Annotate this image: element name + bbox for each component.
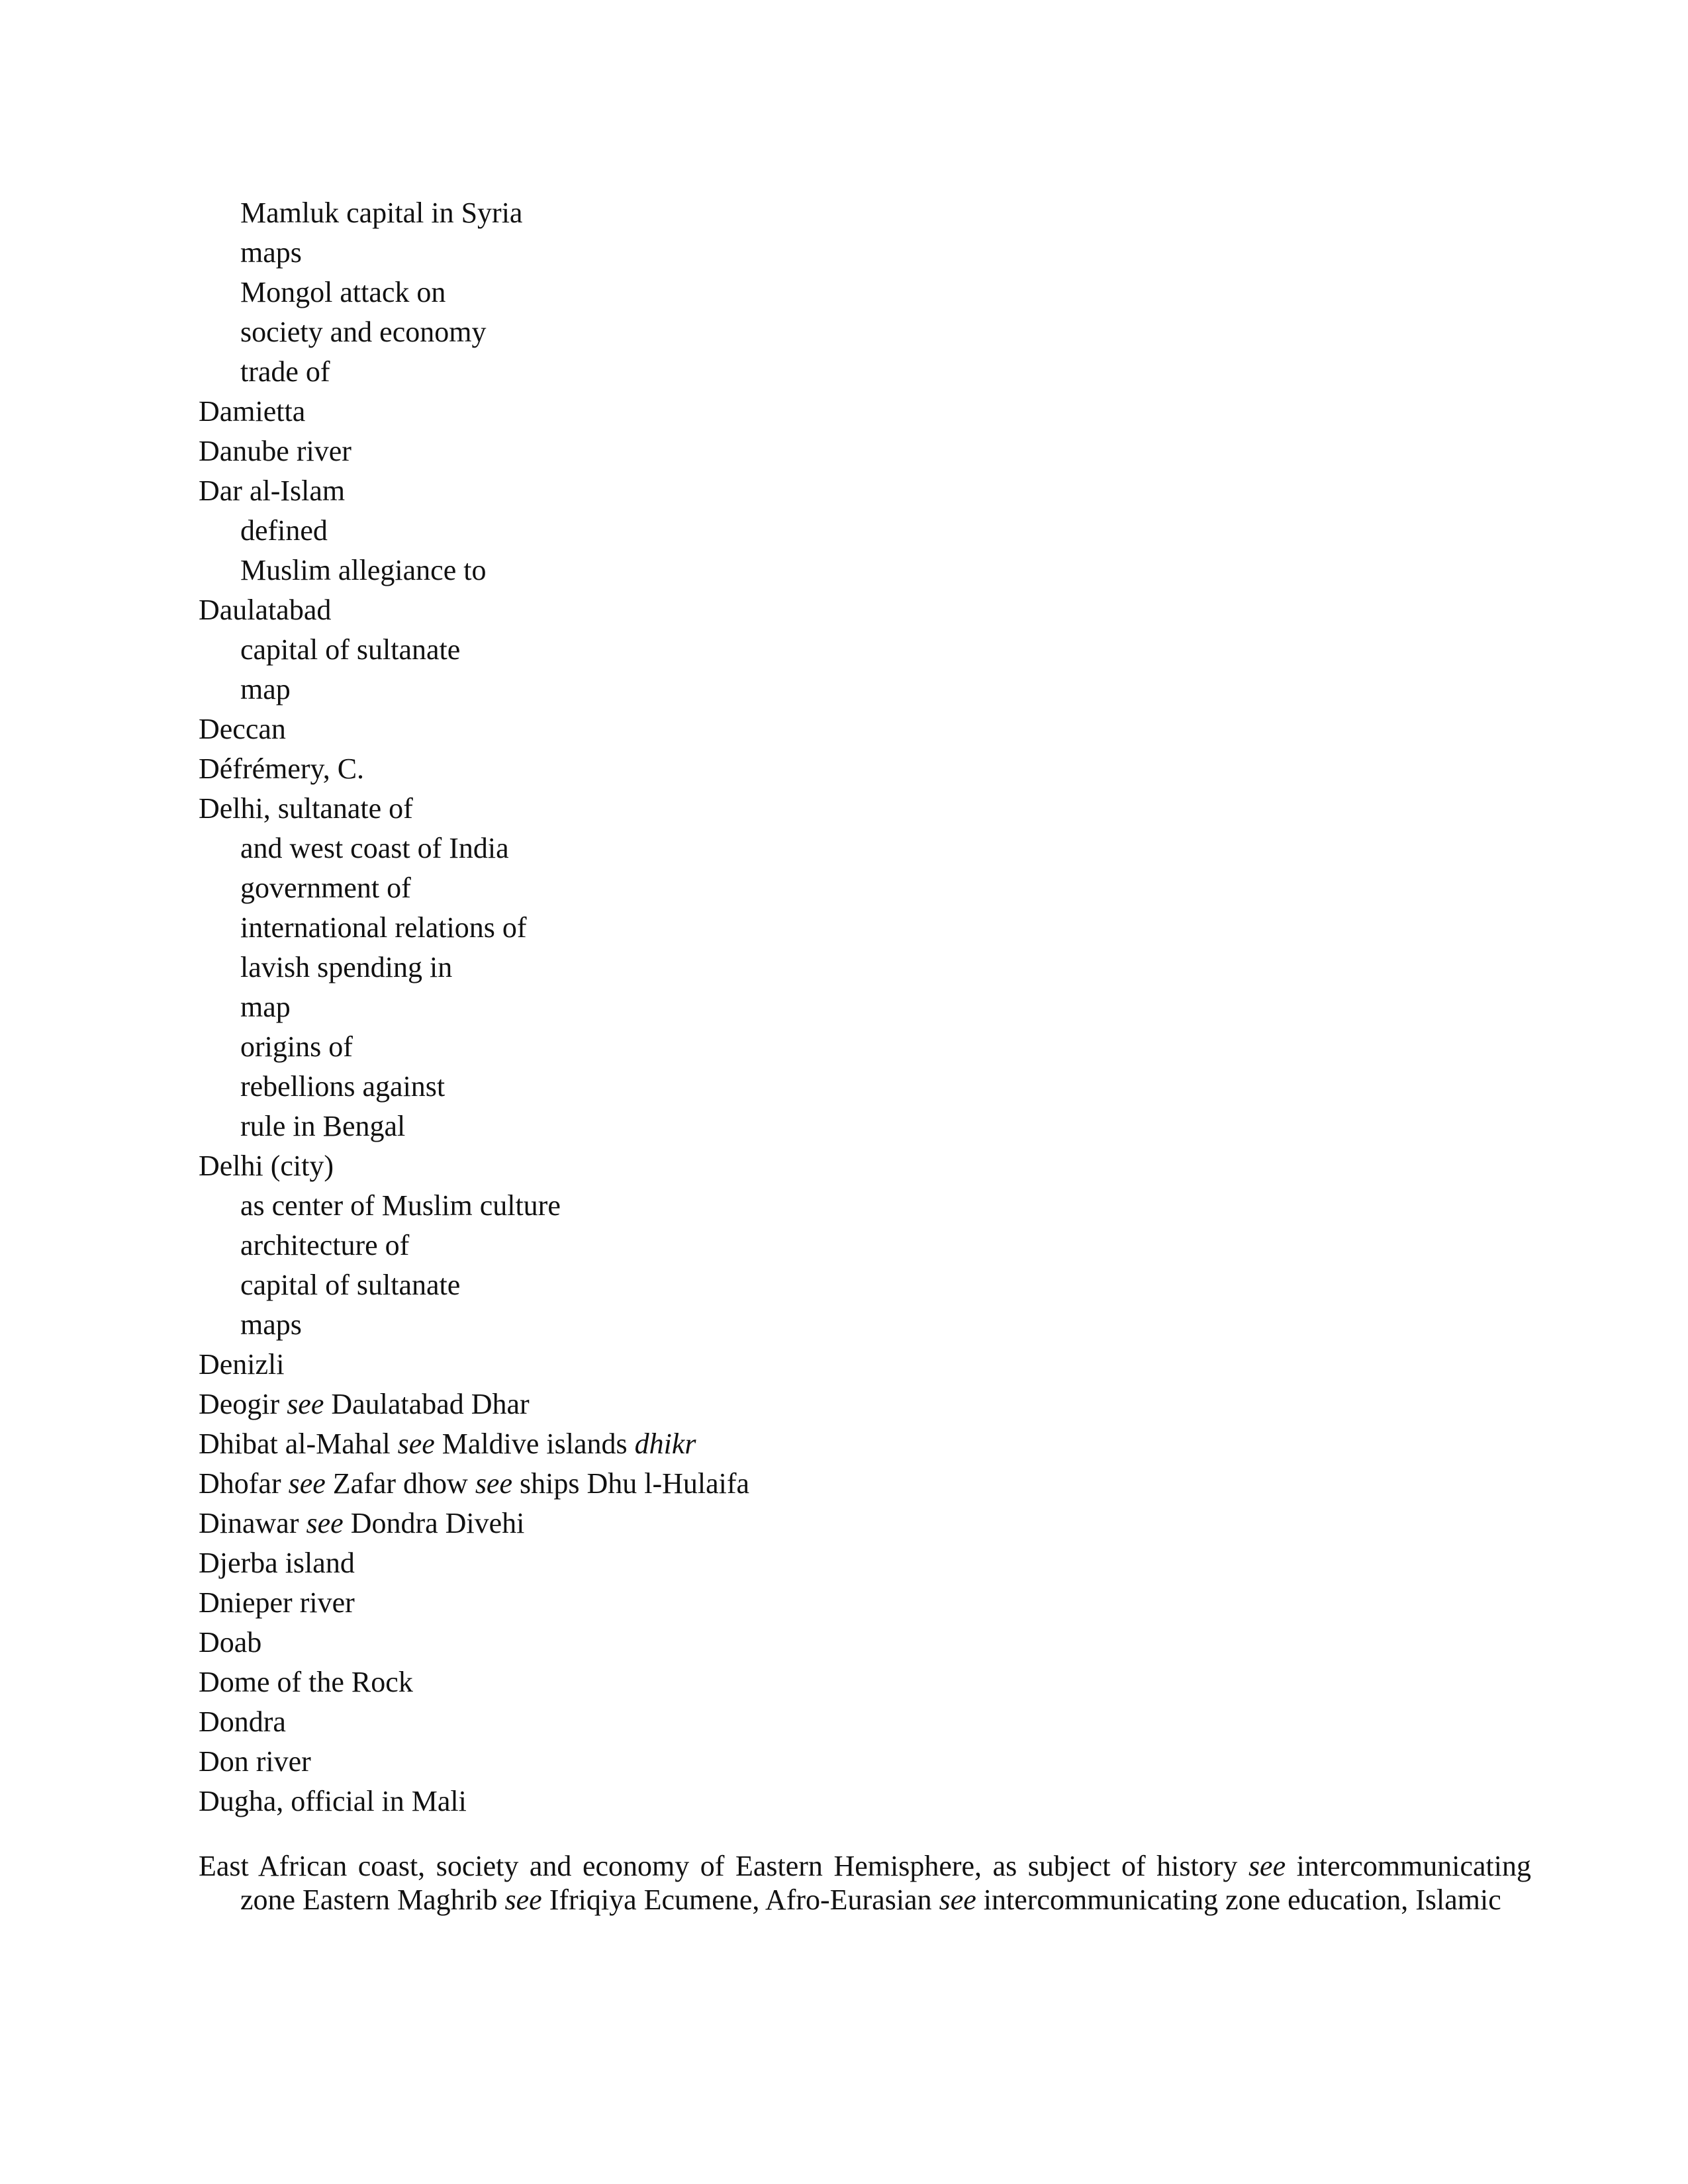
entry-text: defined: [240, 514, 328, 547]
index-entry: [199, 471, 1489, 511]
entry-text: Dondra Divehi: [343, 1507, 525, 1539]
entry-text: ships Dhu l-Hulaifa: [512, 1467, 750, 1500]
index-entry: [199, 709, 1489, 749]
cross-reference-keyword: see: [306, 1507, 344, 1539]
entry-text: Dar al-Islam: [199, 475, 346, 507]
index-entry: [199, 1385, 1489, 1424]
entry-text: rebellions against: [240, 1070, 445, 1103]
entry-text: Daulatabad: [199, 594, 332, 626]
index-entry-list: [199, 193, 1489, 1821]
cross-reference-keyword: dhikr: [634, 1428, 696, 1460]
cross-reference-keyword: see: [288, 1467, 326, 1500]
entry-text: Deccan: [199, 713, 286, 745]
index-entry: [199, 432, 1489, 471]
index-entry: [199, 1345, 1489, 1385]
cross-reference-keyword: see: [504, 1884, 542, 1916]
index-entry: [199, 789, 1489, 829]
index-subentry: [199, 987, 1489, 1027]
index-subentry: [199, 1067, 1489, 1107]
index-entry: [199, 749, 1489, 789]
entry-text: Djerba island: [199, 1547, 355, 1579]
entry-text: government of: [240, 872, 411, 904]
index-subentry: [199, 233, 1489, 273]
index-entry: [199, 1464, 1489, 1504]
entry-text: Dome of the Rock: [199, 1666, 413, 1698]
entry-text: intercommunicating zone education, Islamic: [976, 1884, 1501, 1916]
entry-text: Don river: [199, 1745, 311, 1778]
entry-text: Denizli: [199, 1348, 285, 1381]
index-subentry: [199, 312, 1489, 352]
index-subentry: [199, 1027, 1489, 1067]
index-subentry: [199, 630, 1489, 670]
entry-text: Dugha, official in Mali: [199, 1785, 467, 1817]
cross-reference-keyword: see: [475, 1467, 512, 1500]
entry-text: rule in Bengal: [240, 1110, 406, 1142]
entry-text: architecture of: [240, 1229, 410, 1261]
entry-text: Doab: [199, 1626, 262, 1659]
index-subentry: [199, 193, 1489, 233]
entry-text: intercommunicating zone Eastern Maghrib: [240, 1850, 1532, 1916]
index-entry: [199, 1146, 1489, 1186]
entry-text: and west coast of India: [240, 832, 509, 864]
index-entry: [199, 590, 1489, 630]
entry-text: Dhibat al-Mahal: [199, 1428, 398, 1460]
entry-text: international relations of: [240, 911, 527, 944]
cross-reference-keyword: see: [397, 1428, 435, 1460]
index-entry: [199, 392, 1489, 432]
entry-text: origins of: [240, 1030, 353, 1063]
entry-text: Muslim allegiance to: [240, 554, 487, 586]
index-entry: [199, 1424, 1489, 1464]
entry-text: Delhi, sultanate of: [199, 792, 413, 825]
index-run-in-paragraph: [199, 1849, 1531, 1917]
entry-text: Mongol attack on: [240, 276, 446, 308]
index-subentry: [199, 352, 1489, 392]
index-subentry: [199, 1305, 1489, 1345]
index-subentry: [199, 948, 1489, 987]
entry-text: society and economy: [240, 316, 487, 348]
entry-text: capital of sultanate: [240, 633, 461, 666]
index-subentry: [199, 1226, 1489, 1265]
index-entry: [199, 1742, 1489, 1782]
index-subentry: [199, 829, 1489, 868]
index-subentry: [199, 868, 1489, 908]
cross-reference-keyword: see: [939, 1884, 976, 1916]
entry-text: Ifriqiya Ecumene, Afro-Eurasian: [541, 1884, 939, 1916]
cross-reference-keyword: see: [287, 1388, 324, 1420]
entry-text: East African coast, society and economy of Eastern Hemisphere, as subject of history: [199, 1850, 1248, 1882]
entry-text: trade of: [240, 355, 330, 388]
entry-text: Daulatabad Dhar: [324, 1388, 530, 1420]
index-entry: [199, 1623, 1489, 1662]
index-subentry: [199, 1107, 1489, 1146]
entry-text: map: [240, 991, 291, 1023]
entry-text: Dnieper river: [199, 1586, 355, 1619]
entry-text: Deogir: [199, 1388, 287, 1420]
entry-text: Danube river: [199, 435, 352, 467]
index-subentry: [199, 511, 1489, 551]
index-entry: [199, 1702, 1489, 1742]
index-subentry: [199, 670, 1489, 709]
entry-text: Damietta: [199, 395, 306, 428]
entry-text: as center of Muslim culture: [240, 1189, 561, 1222]
index-entry: [199, 1543, 1489, 1583]
index-subentry: [199, 273, 1489, 312]
entry-text: capital of sultanate: [240, 1269, 461, 1301]
index-entry: [199, 1583, 1489, 1623]
entry-text: maps: [240, 1308, 302, 1341]
entry-text: Dhofar: [199, 1467, 289, 1500]
entry-text: Dondra: [199, 1706, 286, 1738]
entry-text: Défrémery, C.: [199, 752, 365, 785]
entry-text: Mamluk capital in Syria: [240, 197, 523, 229]
index-subentry: [199, 1186, 1489, 1226]
entry-text: maps: [240, 236, 302, 269]
cross-reference-keyword: see: [1248, 1850, 1286, 1882]
entry-text: Maldive islands: [434, 1428, 635, 1460]
index-subentry: [199, 1265, 1489, 1305]
entry-text: Delhi (city): [199, 1150, 334, 1182]
index-entry: [199, 1782, 1489, 1821]
entry-text: map: [240, 673, 291, 705]
entry-text: Dinawar: [199, 1507, 306, 1539]
entry-text: lavish spending in: [240, 951, 453, 983]
index-entry: [199, 1504, 1489, 1543]
index-entry: [199, 1662, 1489, 1702]
index-subentry: [199, 551, 1489, 590]
entry-text: Zafar dhow: [325, 1467, 475, 1500]
index-subentry: [199, 908, 1489, 948]
